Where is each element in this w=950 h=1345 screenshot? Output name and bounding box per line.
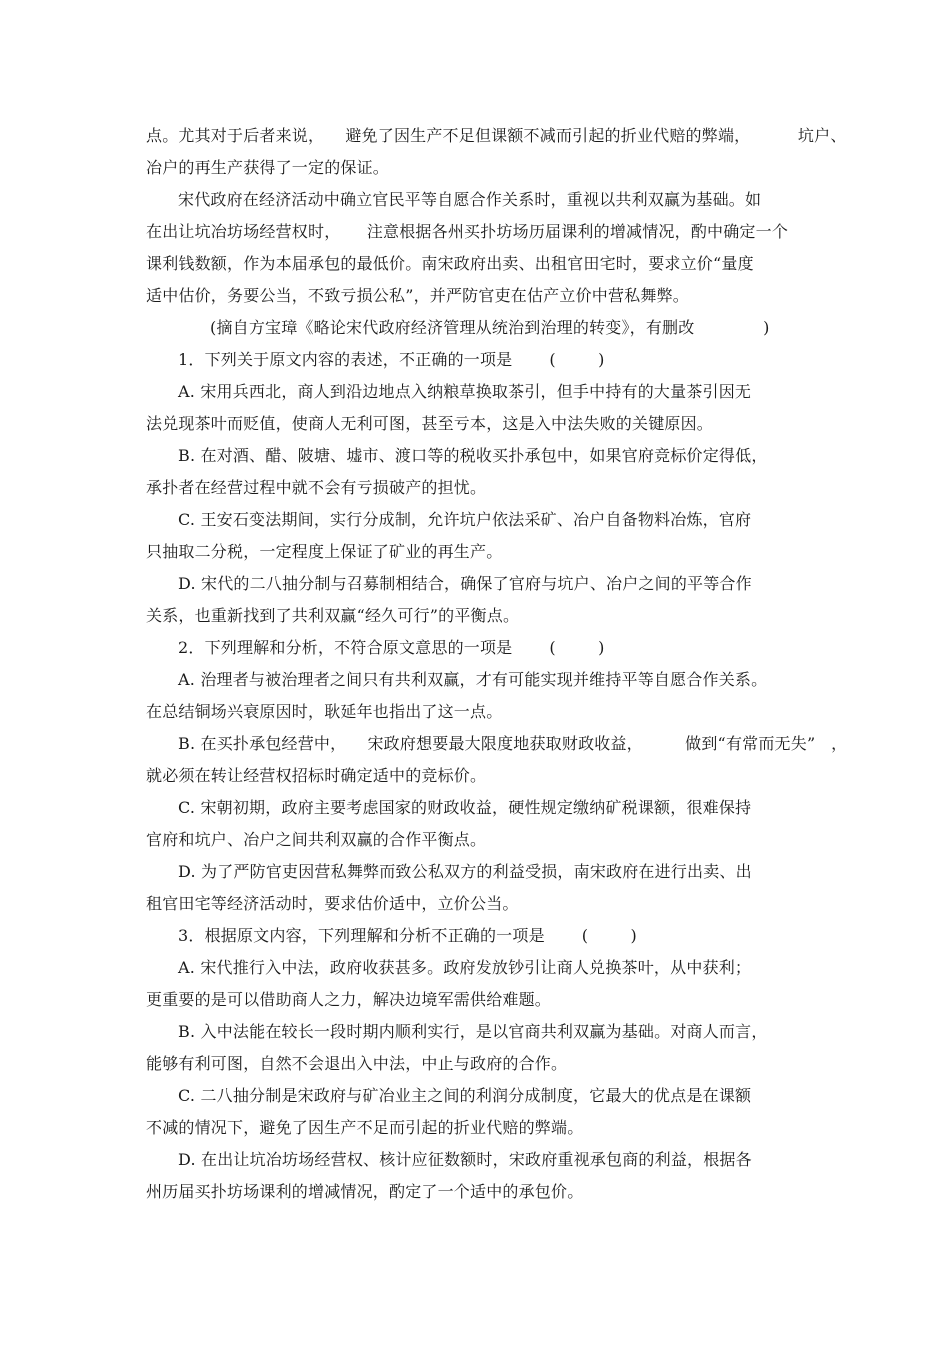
passage-line: 冶户的再生产获得了一定的保证。 — [146, 158, 390, 177]
question-2-option-c: C. 宋朝初期，政府主要考虑国家的财政收益，硬性规定缴纳矿税课额，很难保持 — [178, 798, 752, 817]
question-1-option-b: B. 在对酒、醋、陂塘、墟市、渡口等的税收买扑承包中，如果官府竞标价定得低， — [178, 446, 768, 465]
question-1-option-c: C. 王安石变法期间，实行分成制，允许坑户依法采矿、冶户自备物料冶炼，官府 — [178, 510, 752, 529]
question-1-option-a: A. 宋用兵西北，商人到沿边地点入纳粮草换取茶引，但手中持有的大量茶引因无 — [178, 382, 752, 401]
passage-line: 宋代政府在经济活动中确立官民平等自愿合作关系时，重视以共利双赢为基础。如 — [178, 190, 762, 209]
question-3-option-d: D. 在出让坑冶坊场经营权、核计应征数额时，宋政府重视承包商的利益，根据各 — [178, 1150, 752, 1169]
question-2-stem: 2．下列理解和分析，不符合原文意思的一项是 ( ) — [178, 638, 605, 657]
question-2-option-a: A. 治理者与被治理者之间只有共利双赢，才有可能实现并维持平等自愿合作关系。 — [178, 670, 768, 689]
passage-line: 课利钱数额，作为本届承包的最低价。南宋政府出卖、出租官田宅时，要求立价“量度 — [146, 254, 754, 273]
question-3-option-c: C. 二八抽分制是宋政府与矿冶业主之间的利润分成制度，它最大的优点是在课额 — [178, 1086, 752, 1105]
question-1-option-c: 只抽取二分税，一定程度上保证了矿业的再生产。 — [146, 542, 503, 561]
question-3-option-c: 不减的情况下，避免了因生产不足而引起的折业代赔的弊端。 — [146, 1118, 584, 1137]
question-2-option-b: B. 在买扑承包经营中， 宋政府想要最大限度地获取财政收益， 做到“有常而无失” ， — [178, 734, 848, 753]
question-2-option-d: 租官田宅等经济活动时，要求估价适中，立价公当。 — [146, 894, 519, 913]
question-3-option-d: 州历届买扑坊场课利的增减情况，酌定了一个适中的承包价。 — [146, 1182, 584, 1201]
question-1-option-a: 法兑现茶叶而贬值，使商人无利可图，甚至亏本，这是入中法失败的关键原因。 — [146, 414, 714, 433]
question-3-option-a: 更重要的是可以借助商人之力，解决边境军需供给难题。 — [146, 990, 552, 1009]
passage-line: 在出让坑冶坊场经营权时， 注意根据各州买扑坊场历届课利的增减情况，酌中确定一个 — [146, 222, 789, 241]
question-1-stem: 1．下列关于原文内容的表述，不正确的一项是 ( ) — [178, 350, 605, 369]
question-3-option-a: A. 宋代推行入中法，政府收获甚多。政府发放钞引让商人兑换茶叶，从中获利； — [178, 958, 752, 977]
question-2-option-a: 在总结铜场兴衰原因时，耿延年也指出了这一点。 — [146, 702, 503, 721]
question-2-option-c: 官府和坑户、冶户之间共利双赢的合作平衡点。 — [146, 830, 487, 849]
question-2-option-d: D. 为了严防官吏因营私舞弊而致公私双方的利益受损，南宋政府在进行出卖、出 — [178, 862, 752, 881]
question-3-stem: 3．根据原文内容，下列理解和分析不正确的一项是 ( ) — [178, 926, 637, 945]
question-1-option-d: 关系，也重新找到了共利双赢“经久可行”的平衡点。 — [146, 606, 520, 625]
question-1-option-b: 承扑者在经营过程中就不会有亏损破产的担忧。 — [146, 478, 487, 497]
question-2-option-b: 就必须在转让经营权招标时确定适中的竞标价。 — [146, 766, 487, 785]
question-3-option-b: 能够有利可图，自然不会退出入中法，中止与政府的合作。 — [146, 1054, 568, 1073]
passage-line: 点。尤其对于后者来说， 避免了因生产不足但课额不减而引起的折业代赔的弊端， 坑户、 — [146, 126, 847, 145]
question-3-option-b: B. 入中法能在较长一段时期内顺利实行，是以官商共利双赢为基础。对商人而言， — [178, 1022, 768, 1041]
question-1-option-d: D. 宋代的二八抽分制与召募制相结合，确保了官府与坑户、冶户之间的平等合作 — [178, 574, 752, 593]
passage-line: 适中估价，务要公当，不致亏损公私”，并严防官吏在估产立价中营私舞弊。 — [146, 286, 689, 305]
source-citation: (摘自方宝璋《略论宋代政府经济管理从统治到治理的转变》，有删改 ) — [210, 318, 770, 337]
